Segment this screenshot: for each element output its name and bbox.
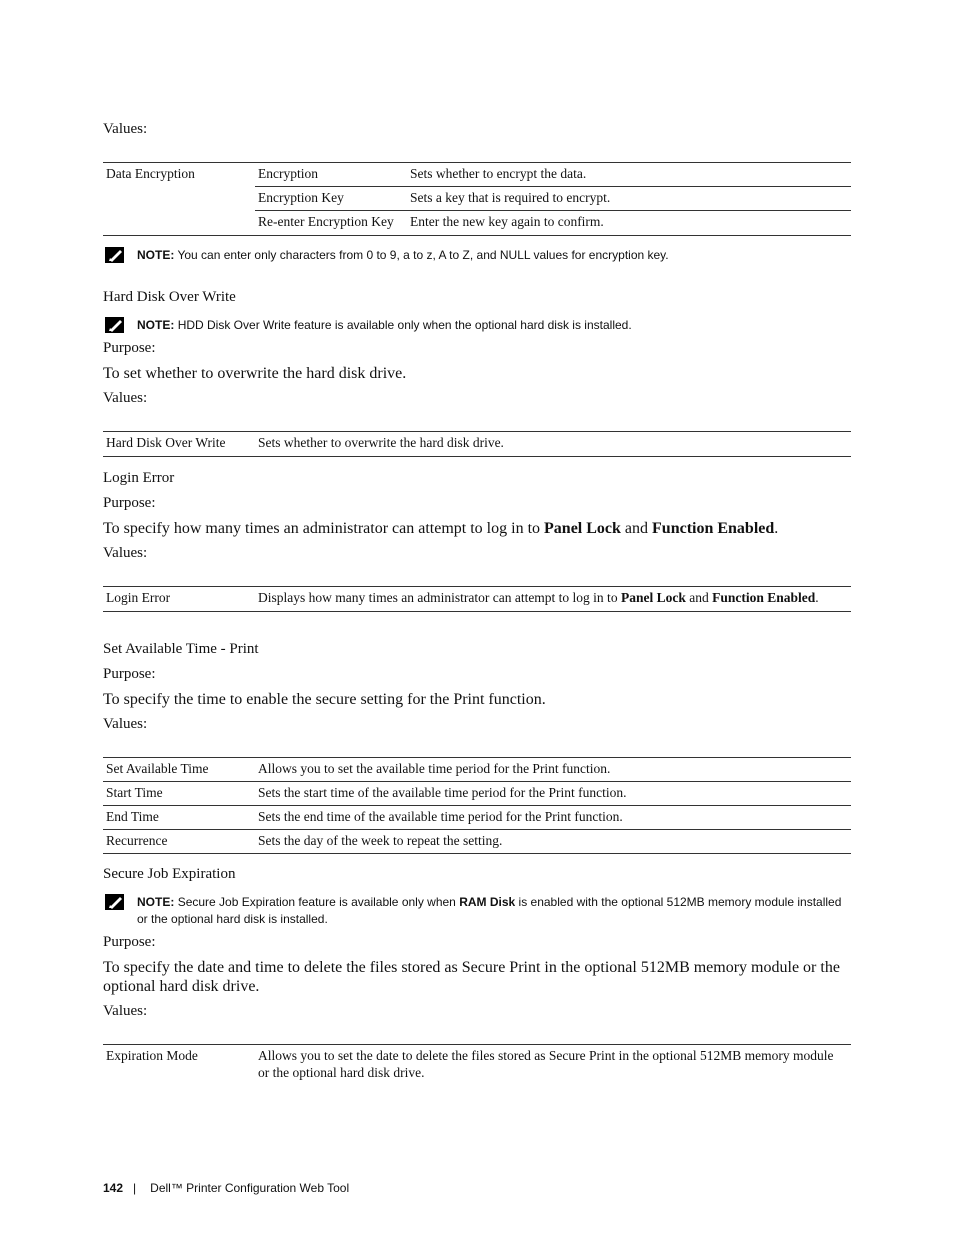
- start-time-desc: Sets the start time of the available time period for the Print function.: [255, 782, 851, 806]
- print-time-heading: Set Available Time - Print: [103, 641, 259, 657]
- end-time-desc: Sets the end time of the available time period for the Print function.: [255, 806, 851, 830]
- panel-lock-term: Panel Lock: [544, 520, 621, 537]
- set-available-time-label: Set Available Time: [103, 758, 255, 782]
- values-label: Values:: [103, 390, 148, 406]
- hdd-row-desc: Sets whether to overwrite the hard disk drive.: [255, 432, 851, 457]
- values-label: Values:: [103, 121, 148, 137]
- expiration-table: [103, 1044, 851, 1081]
- encryption-key-desc: Sets a key that is required to encrypt.: [407, 187, 851, 211]
- data-encryption-table: [103, 162, 851, 236]
- footer-title: Dell™ Printer Configuration Web Tool: [150, 1181, 350, 1195]
- note-hdd: [103, 317, 851, 334]
- page-number: 142: [103, 1181, 124, 1195]
- login-purpose-text: To specify how many times an administrator can attempt to log in to Panel Lock and Function Enabled.: [103, 520, 779, 537]
- reenter-key-desc: Enter the new key again to confirm.: [407, 211, 851, 236]
- reenter-key-label: Re-enter Encryption Key: [255, 211, 407, 236]
- note-prefix: NOTE:: [137, 318, 175, 332]
- set-available-time-desc: Allows you to set the available time period for the Print function.: [255, 758, 851, 782]
- recurrence-label: Recurrence: [103, 830, 255, 854]
- table-row-header: Data Encryption: [103, 163, 255, 236]
- encryption-key-label: Encryption Key: [255, 187, 407, 211]
- hdd-table: [103, 431, 851, 457]
- note-text: HDD Disk Over Write feature is available only when the optional hard disk is installed.: [177, 318, 632, 332]
- values-label: Values:: [103, 545, 148, 561]
- purpose-label: Purpose:: [103, 666, 156, 682]
- hdd-purpose-text: To set whether to overwrite the hard disk drive.: [103, 365, 407, 382]
- expiration-mode-label: Expiration Mode: [103, 1045, 255, 1082]
- note-text: You can enter only characters from 0 to 9, a to z, A to Z, and NULL values for encryption key.: [177, 248, 669, 262]
- login-heading: Login Error: [103, 470, 175, 486]
- end-time-label: End Time: [103, 806, 255, 830]
- footer-separator: |: [133, 1181, 137, 1195]
- encryption-desc: Sets whether to encrypt the data.: [407, 163, 851, 187]
- note-prefix: NOTE:: [137, 895, 175, 909]
- login-row-desc: Displays how many times an administrator can attempt to log in to Panel Lock and Function Enabled.: [255, 587, 851, 612]
- note-pencil-icon: [105, 317, 127, 334]
- values-label: Values:: [103, 1003, 148, 1019]
- print-time-purpose-text: To specify the time to enable the secure setting for the Print function.: [103, 691, 546, 708]
- note-pencil-icon: [105, 894, 127, 911]
- values-label: Values:: [103, 716, 148, 732]
- note-prefix: NOTE:: [137, 248, 175, 262]
- function-enabled-term: Function Enabled: [652, 520, 775, 537]
- hdd-heading: Hard Disk Over Write: [103, 289, 236, 305]
- purpose-label: Purpose:: [103, 495, 156, 511]
- expiration-purpose-text: To specify the date and time to delete the files stored as Secure Print in the optional 512MB memory module or the optional hard disk drive.: [103, 959, 840, 995]
- recurrence-desc: Sets the day of the week to repeat the setting.: [255, 830, 851, 854]
- expiration-mode-desc: Allows you to set the date to delete the files stored as Secure Print in the optional 512MB memory module or the optional hard disk drive.: [255, 1045, 851, 1082]
- expiration-heading: Secure Job Expiration: [103, 866, 236, 882]
- ram-disk-term: RAM Disk: [459, 895, 516, 909]
- note-pencil-icon: [105, 247, 127, 264]
- purpose-label: Purpose:: [103, 934, 156, 950]
- login-table: [103, 586, 851, 612]
- note-encryption-key: [103, 247, 851, 264]
- encryption-label: Encryption: [255, 163, 407, 187]
- start-time-label: Start Time: [103, 782, 255, 806]
- note-expiration: NOTE: Secure Job Expiration feature is available only when RAM Disk is enabled with the optional 512MB memory module installed or the optional hard disk is installed.: [103, 894, 851, 928]
- page-footer: [103, 1181, 349, 1195]
- login-row-label: Login Error: [103, 587, 255, 612]
- hdd-row-label: Hard Disk Over Write: [103, 432, 255, 457]
- print-time-table: [103, 757, 851, 854]
- purpose-label: Purpose:: [103, 340, 156, 356]
